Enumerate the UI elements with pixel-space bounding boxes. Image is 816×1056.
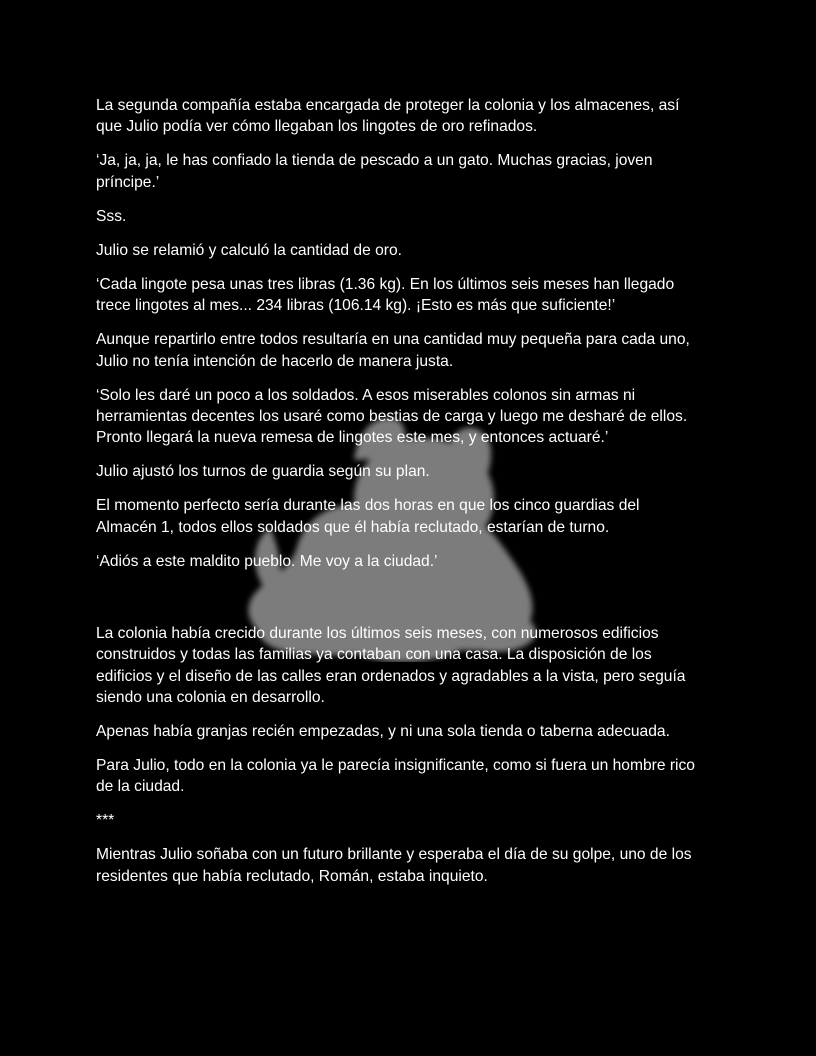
paragraph: ‘Ja, ja, ja, le has confiado la tienda de pescado a un gato. Muchas gracias, joven príncipe.’ <box>96 152 653 191</box>
paragraph: Apenas había granjas recién empezadas, y ni una sola tienda o taberna adecuada. <box>96 723 670 741</box>
paragraph: ‘Adiós a este maldito pueblo. Me voy a la ciudad.’ <box>96 552 438 570</box>
paragraph: Aunque repartirlo entre todos resultaría en una cantidad muy pequeña para cada uno, Julio no tenía intención de hacerlo de manera justa. <box>96 331 690 370</box>
paragraph: Julio se relamió y calculó la cantidad de oro. <box>96 241 402 259</box>
paragraph: Julio ajustó los turnos de guardia según su plan. <box>96 463 430 481</box>
scene-break: *** <box>96 812 115 830</box>
section-one <box>96 95 726 572</box>
paragraph: Sss. <box>96 207 127 225</box>
paragraph: La colonia había crecido durante los últimos seis meses, con numerosos edificios construidos y todas las familias ya contaban con una casa. La disposición de los edificios y el diseño de las calles eran ordenados y agradables a la vista, pero seguía siendo una colonia en desarrollo. <box>96 624 686 707</box>
paragraph: Mientras Julio soñaba con un futuro brillante y esperaba el día de su golpe, uno de los residentes que había reclutado, Román, estaba inquieto. <box>96 846 692 885</box>
paragraph: ‘Cada lingote pesa unas tres libras (1.36 kg). En los últimos seis meses han llegado trece lingotes al mes... 234 libras (106.14 kg). ¡Esto es más que suficiente!’ <box>96 275 675 315</box>
document-body <box>96 95 726 900</box>
paragraph: La segunda compañía estaba encargada de proteger la colonia y los almacenes, así que Julio podía ver cómo llegaban los lingotes de oro refinados. <box>96 97 680 136</box>
section-gap <box>96 585 726 623</box>
paragraph: El momento perfecto sería durante las dos horas en que los cinco guardias del Almacén 1, todos ellos soldados que él había reclutado, estarían de turno. <box>96 497 640 536</box>
paragraph: ‘Solo les daré un poco a los soldados. A esos miserables colonos sin armas ni herramientas decentes los usaré como bestias de carga y luego me desharé de ellos. Pronto llegará la nueva remesa de lingotes este mes, y entonces actuaré.’ <box>96 386 688 447</box>
paragraph: Para Julio, todo en la colonia ya le parecía insignificante, como si fuera un hombre rico de la ciudad. <box>96 757 695 796</box>
section-two <box>96 623 726 887</box>
